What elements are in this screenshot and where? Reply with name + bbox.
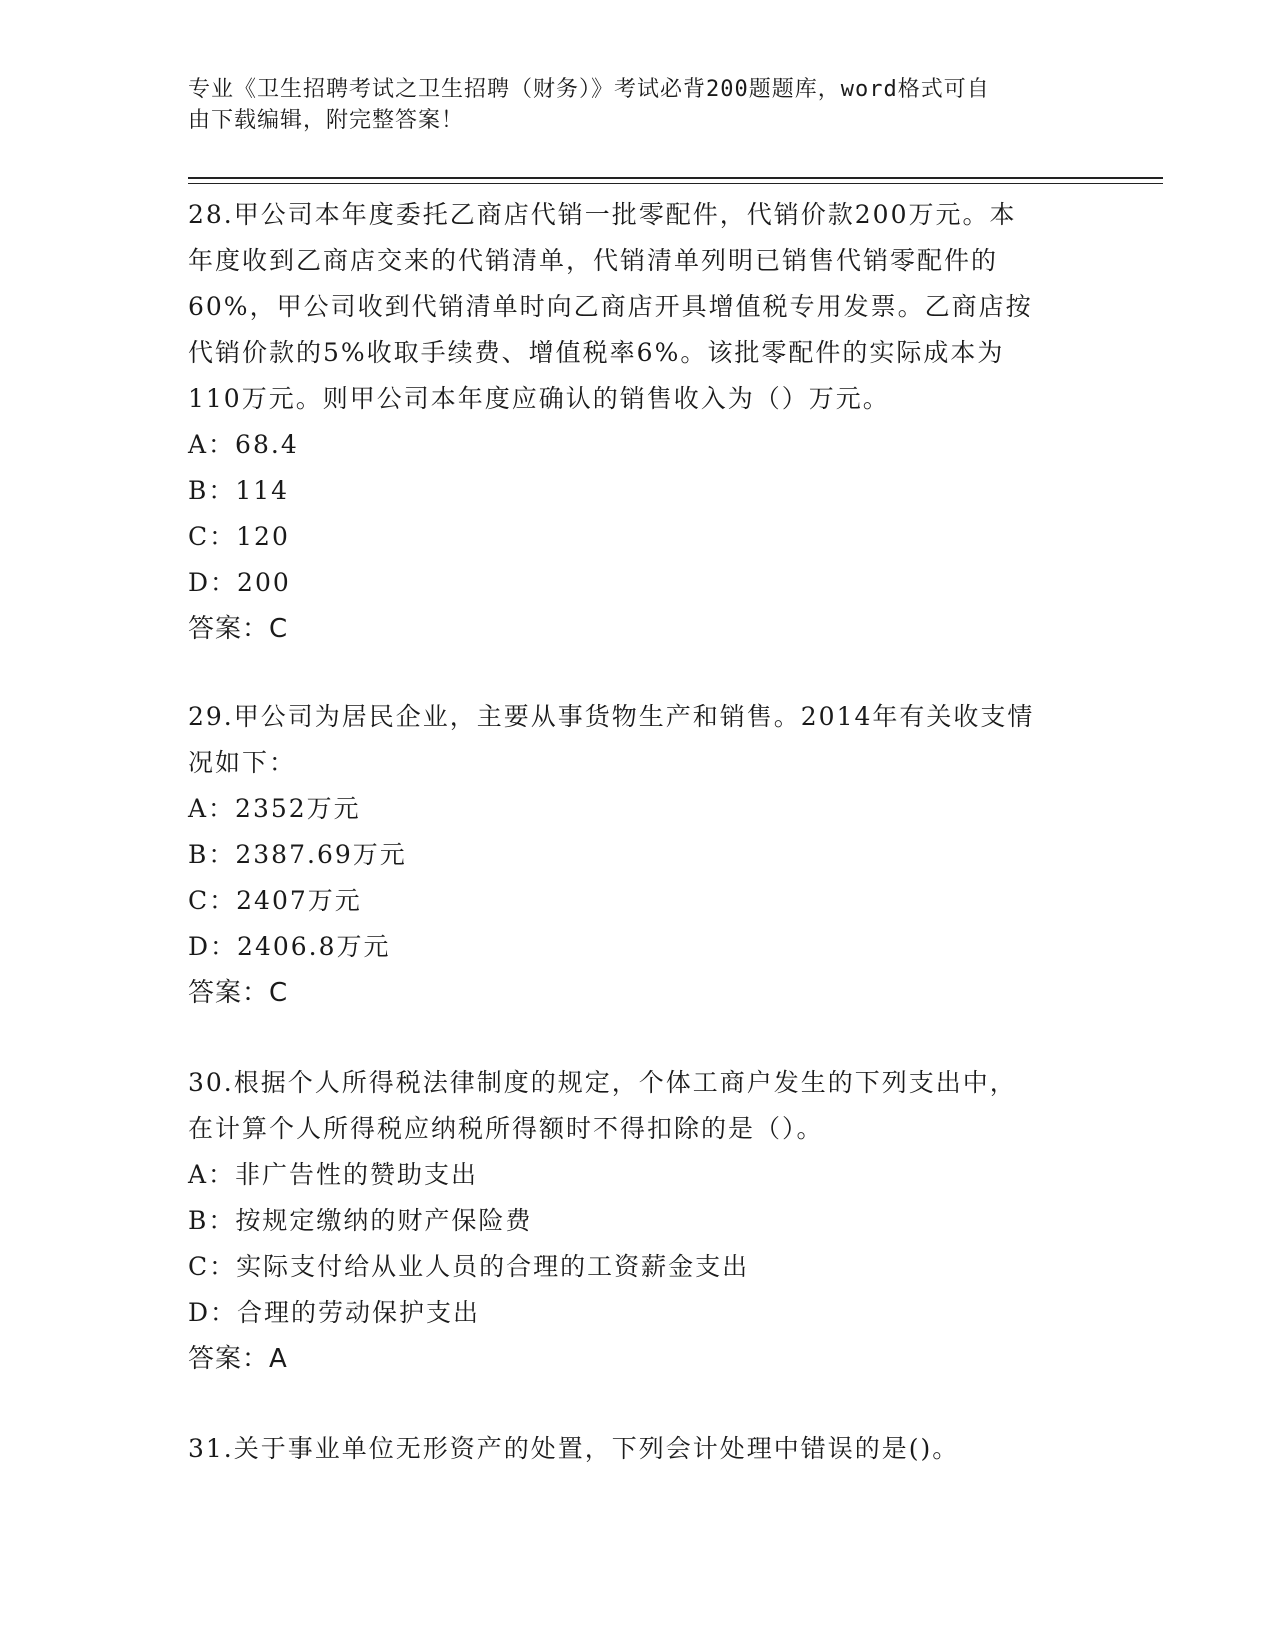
question-stem-line: 30.根据个人所得税法律制度的规定，个体工商户发生的下列支出中， <box>188 1068 1017 1097</box>
question-stem-line: 31.关于事业单位无形资产的处置，下列会计处理中错误的是()。 <box>188 1434 960 1463</box>
header-divider-thin <box>188 183 1163 184</box>
question-stem-line: 代销价款的5%收取手续费、增值税率6%。该批零配件的实际成本为 <box>188 338 1005 367</box>
option-d: D：200 <box>188 568 291 597</box>
option-b: B：2387.69万元 <box>188 840 407 869</box>
answer-line: 答案：C <box>188 614 289 644</box>
option-d: D：2406.8万元 <box>188 932 391 961</box>
option-a: A：68.4 <box>188 430 299 459</box>
header-line-1: 专业《卫生招聘考试之卫生招聘（财务）》考试必背200题题库，word格式可自 <box>188 77 990 102</box>
option-c: C：2407万元 <box>188 886 362 915</box>
question-stem-line: 110万元。则甲公司本年度应确认的销售收入为（）万元。 <box>188 384 890 413</box>
question-stem-line: 在计算个人所得税应纳税所得额时不得扣除的是（）。 <box>188 1114 824 1143</box>
question-31 <box>188 1426 1088 1472</box>
option-c: C：120 <box>188 522 290 551</box>
question-stem-line: 况如下： <box>188 748 297 777</box>
option-b: B：114 <box>188 476 290 505</box>
question-stem-line: 29.甲公司为居民企业，主要从事货物生产和销售。2014年有关收支情 <box>188 702 1035 731</box>
option-c: C：实际支付给从业人员的合理的工资薪金支出 <box>188 1252 750 1281</box>
question-stem-line: 60%，甲公司收到代销清单时向乙商店开具增值税专用发票。乙商店按 <box>188 292 1033 321</box>
question-stem-line: 28.甲公司本年度委托乙商店代销一批零配件，代销价款200万元。本 <box>188 200 1017 229</box>
question-stem-line: 年度收到乙商店交来的代销清单，代销清单列明已销售代销零配件的 <box>188 246 999 275</box>
header-line-2: 由下载编辑，附完整答案！ <box>188 108 465 133</box>
answer-line: 答案：C <box>188 978 289 1008</box>
option-a: A：非广告性的赞助支出 <box>188 1160 479 1189</box>
option-b: B：按规定缴纳的财产保险费 <box>188 1206 533 1235</box>
option-d: D：合理的劳动保护支出 <box>188 1298 481 1327</box>
question-30 <box>188 1060 1088 1382</box>
option-a: A：2352万元 <box>188 794 361 823</box>
question-28 <box>188 192 1088 652</box>
question-29 <box>188 694 1088 1016</box>
header-divider-thick <box>188 177 1163 179</box>
page-header <box>188 74 1088 136</box>
answer-line: 答案：A <box>188 1344 288 1374</box>
